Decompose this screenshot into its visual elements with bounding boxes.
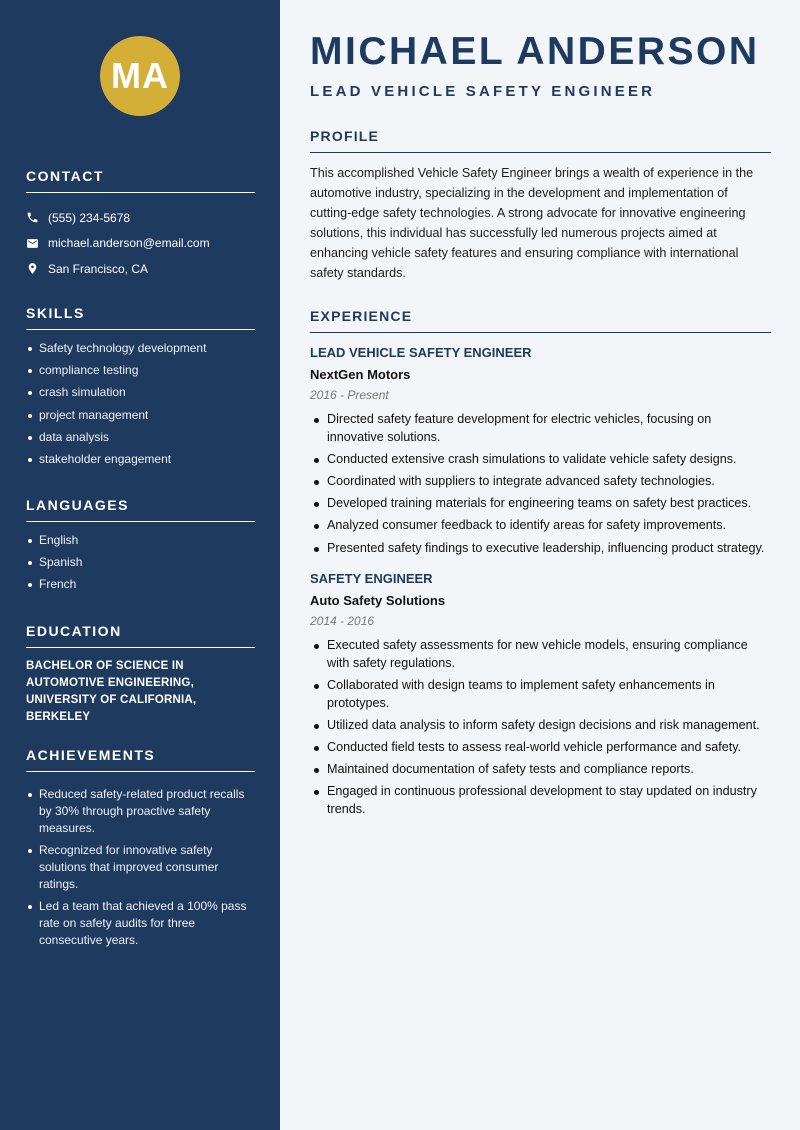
contact-section — [26, 168, 255, 282]
duty-item: Engaged in continuous professional development to stay updated on industry trends. — [310, 783, 771, 818]
contact-item-email — [26, 231, 255, 257]
location-pin-icon — [26, 262, 39, 275]
email-icon — [26, 237, 39, 250]
skills-list — [26, 340, 255, 468]
education-heading: EDUCATION — [26, 623, 255, 648]
job-company: NextGen Motors — [310, 367, 411, 382]
contact-heading: CONTACT — [26, 168, 255, 193]
experience-section — [310, 308, 771, 823]
education-degree: BACHELOR OF SCIENCE IN AUTOMOTIVE ENGINEERING, UNIVERSITY OF CALIFORNIA, BERKELEY — [26, 660, 197, 723]
achievements-list — [26, 786, 255, 949]
duty-item: Collaborated with design teams to implement safety enhancements in prototypes. — [310, 677, 771, 712]
achievements-heading: ACHIEVEMENTS — [26, 747, 255, 772]
languages-section — [26, 497, 255, 599]
profile-heading: PROFILE — [310, 128, 771, 153]
contact-list — [26, 205, 255, 282]
contact-item-phone — [26, 205, 255, 231]
job-role: LEAD VEHICLE SAFETY ENGINEER — [310, 345, 532, 360]
duty-item: Developed training materials for engineering teams on safety best practices. — [310, 495, 771, 513]
phone-text: (555) 234-5678 — [48, 210, 131, 225]
skill-item: stakeholder engagement — [26, 451, 255, 468]
duty-item: Maintained documentation of safety tests and compliance reports. — [310, 761, 771, 779]
job-entry — [310, 571, 771, 818]
achievement-item: Reduced safety-related product recalls by 30% through proactive safety measures. — [26, 786, 255, 837]
skill-item: project management — [26, 407, 255, 424]
phone-icon — [26, 211, 39, 224]
avatar: MA — [100, 36, 180, 116]
language-item: Spanish — [26, 554, 255, 571]
person-title: LEAD VEHICLE SAFETY ENGINEER — [310, 83, 656, 100]
job-dates: 2014 - 2016 — [310, 614, 375, 629]
contact-item-location — [26, 256, 255, 282]
job-duties — [310, 637, 771, 818]
skill-item: crash simulation — [26, 384, 255, 401]
skill-item: compliance testing — [26, 362, 255, 379]
skill-item: data analysis — [26, 429, 255, 446]
experience-heading: EXPERIENCE — [310, 308, 771, 333]
language-item: French — [26, 576, 255, 593]
duty-item: Coordinated with suppliers to integrate advanced safety technologies. — [310, 473, 771, 491]
job-role: SAFETY ENGINEER — [310, 571, 433, 587]
duty-item: Executed safety assessments for new vehicle models, ensuring compliance with safety regulations. — [310, 637, 771, 672]
job-duties — [310, 411, 771, 557]
location-text: San Francisco, CA — [48, 261, 149, 276]
profile-section — [310, 128, 771, 283]
email-text: michael.anderson@email.com — [48, 236, 210, 251]
skill-item: Safety technology development — [26, 340, 255, 357]
achievement-item: Recognized for innovative safety solutions that improved consumer ratings. — [26, 842, 255, 893]
duty-item: Utilized data analysis to inform safety design decisions and risk management. — [310, 717, 771, 735]
duty-item: Directed safety feature development for electric vehicles, focusing on innovative solutions. — [310, 411, 771, 446]
duty-item: Analyzed consumer feedback to identify areas for safety improvements. — [310, 517, 771, 535]
skills-section — [26, 305, 255, 473]
skills-heading: SKILLS — [26, 305, 255, 330]
duty-item: Conducted field tests to assess real-world vehicle performance and safety. — [310, 739, 771, 757]
achievements-section — [26, 747, 255, 955]
sidebar — [0, 0, 280, 1130]
achievement-item: Led a team that achieved a 100% pass rate on safety audits for three consecutive years. — [26, 898, 255, 949]
job-company: Auto Safety Solutions — [310, 593, 446, 609]
duty-item: Conducted extensive crash simulations to validate vehicle safety designs. — [310, 451, 771, 469]
languages-heading: LANGUAGES — [26, 497, 255, 522]
person-name: MICHAEL ANDERSON — [310, 30, 760, 73]
profile-text: This accomplished Vehicle Safety Engineer brings a wealth of experience in the automotive industry, specializing in the development and implementation of cutting-edge safety technologies. A strong advocate for innovative engineering solutions, this individual has successfully led numerous projects aimed at enhancing vehicle safety features and ensuring compliance with international safety standards. — [310, 166, 754, 280]
duty-item: Presented safety findings to executive leadership, influencing product strategy. — [310, 540, 771, 558]
education-section — [26, 623, 255, 726]
language-item: English — [26, 532, 255, 549]
languages-list — [26, 532, 255, 593]
job-entry — [310, 345, 771, 557]
job-dates: 2016 - Present — [310, 388, 389, 402]
